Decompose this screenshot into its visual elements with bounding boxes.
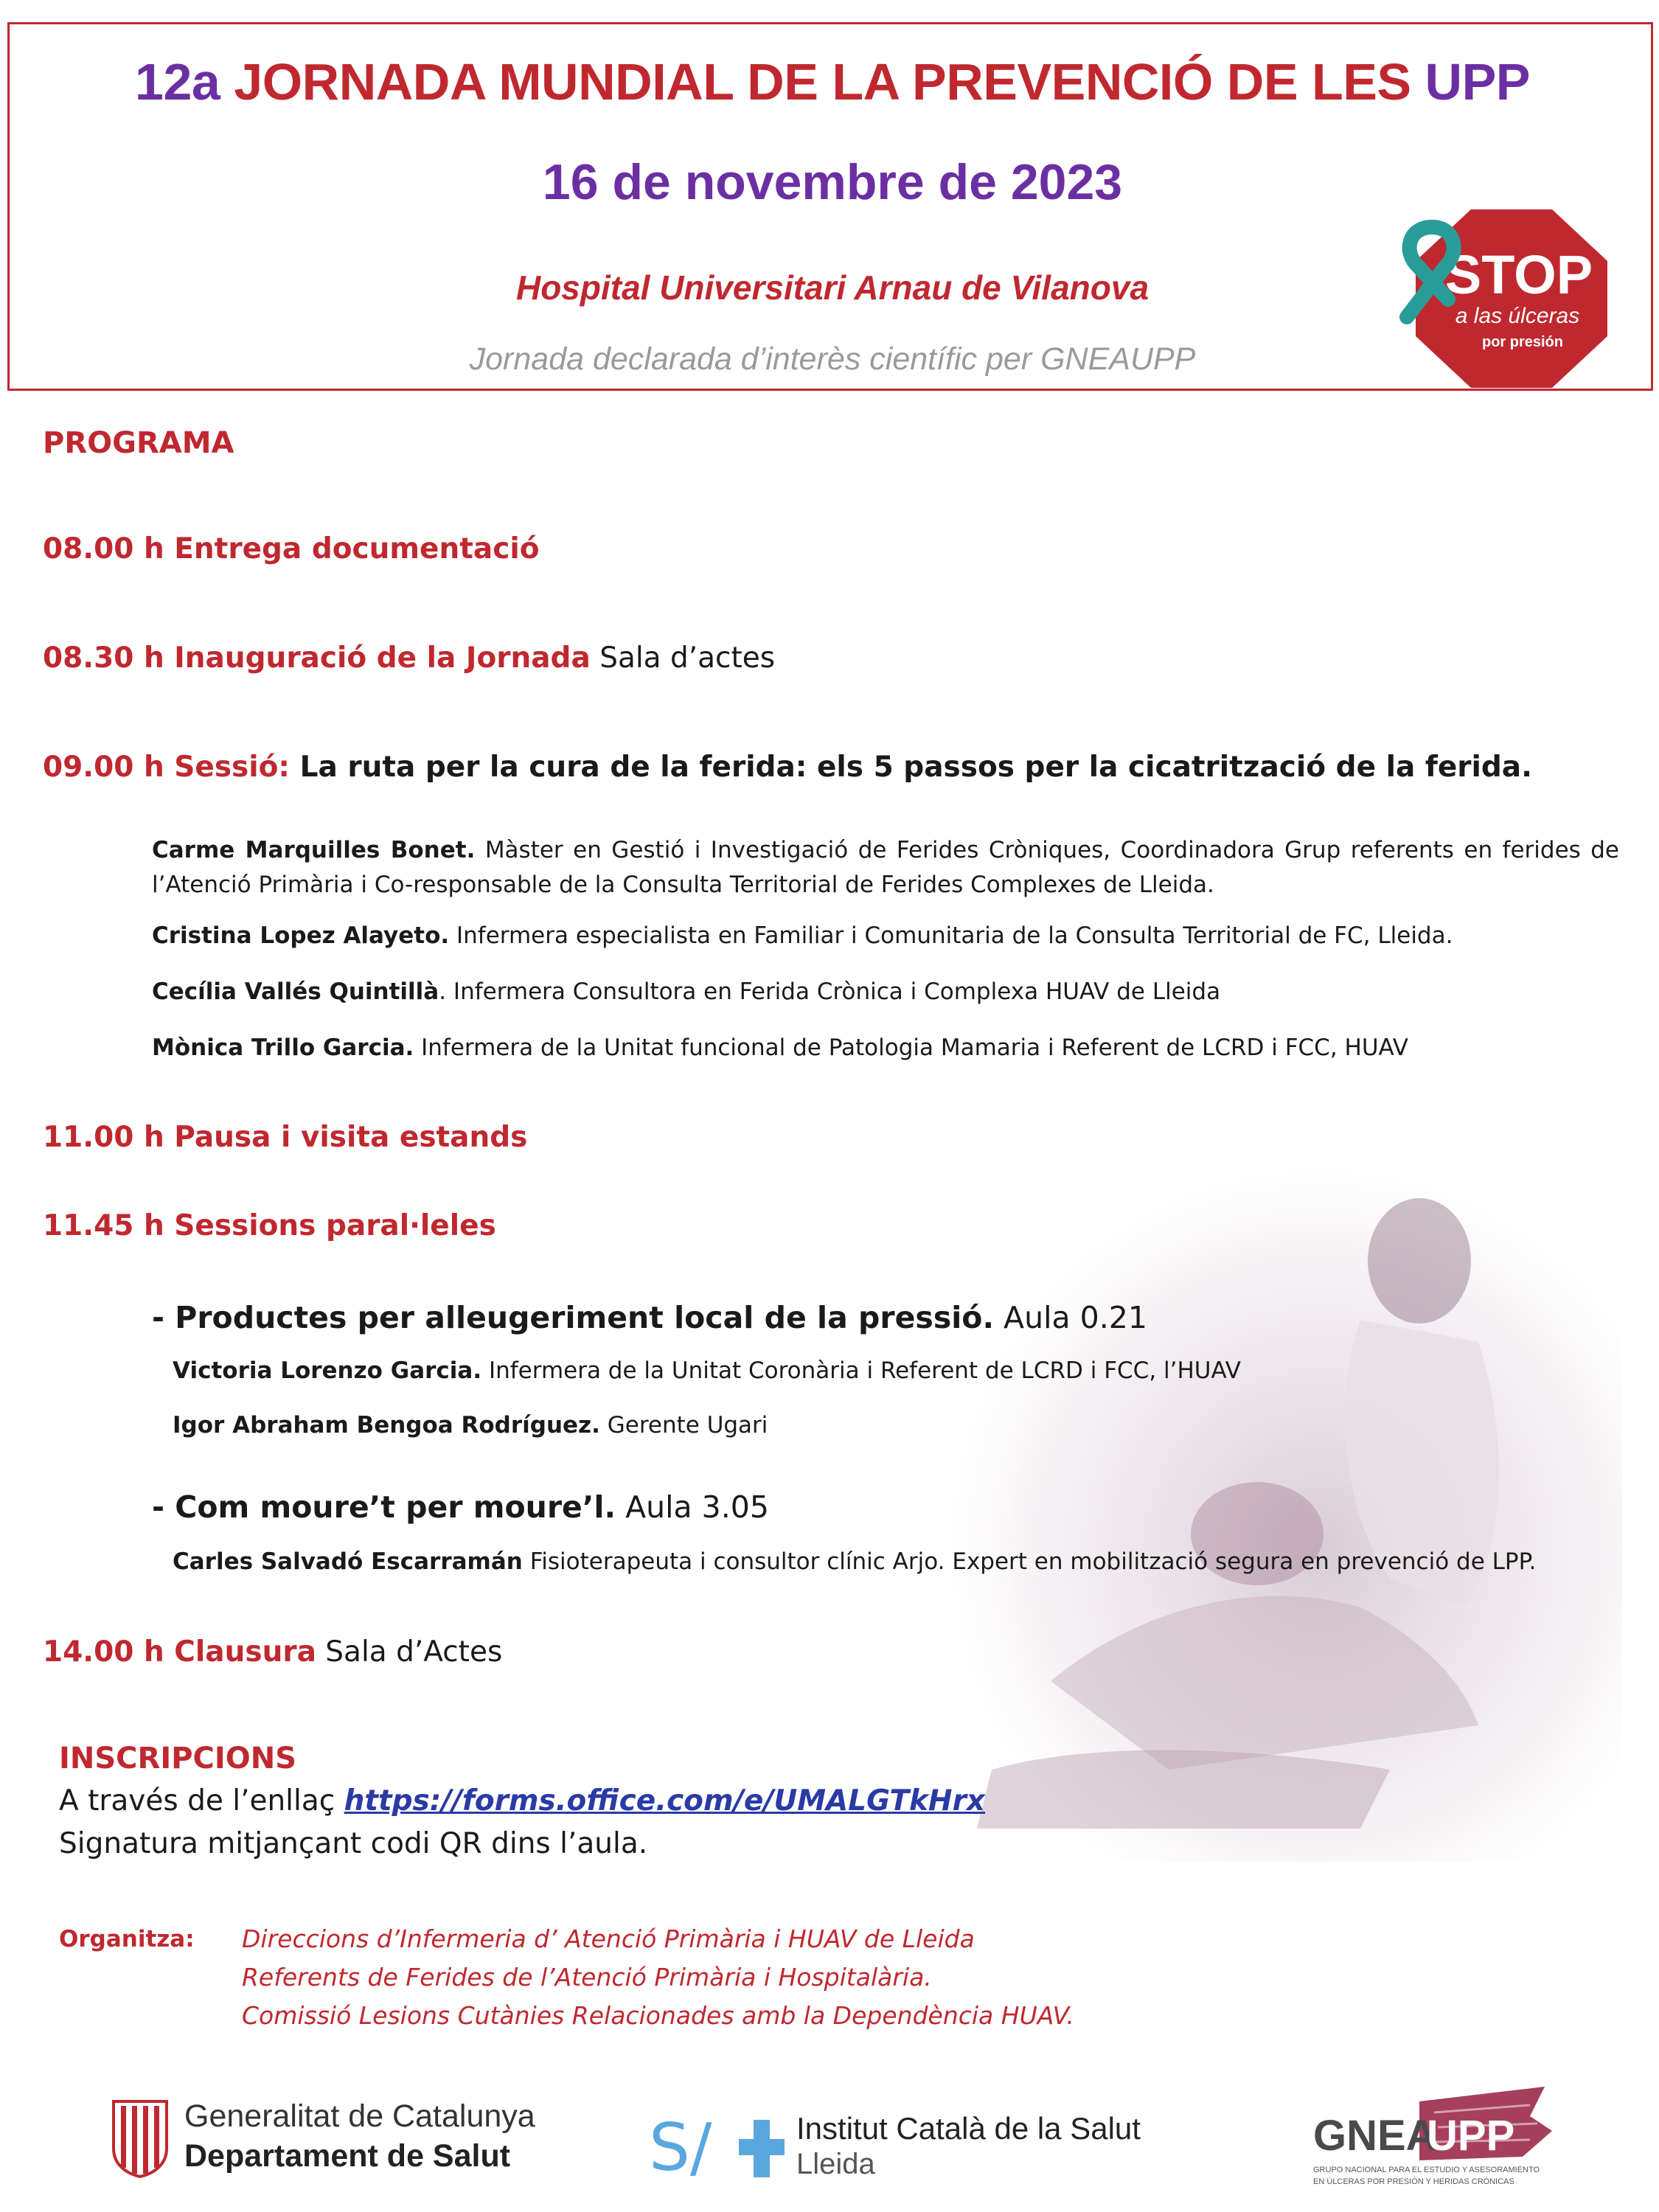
speaker-desc: Infermera de la Unitat funcional de Patologia Mamaria i Referent de LCRD i FCC, HUAV	[414, 1034, 1408, 1061]
speaker-name: Cristina Lopez Alayeto.	[152, 922, 450, 949]
parallel-room: Aula 3.05	[616, 1489, 769, 1525]
program-item-0830	[43, 641, 775, 675]
declaration-text: Jornada declarada d’interès científic per GNEAUPP	[469, 341, 1196, 377]
program-item-1100	[43, 1121, 527, 1154]
link-prefix: A través de l’enllaç	[59, 1784, 344, 1818]
gneaupp-logo	[1309, 2087, 1552, 2197]
parallel-session-1	[152, 1300, 1147, 1335]
nurse-patient-photo	[947, 1165, 1622, 1862]
speaker-desc: Infermera de la Unitat Coronària i Referent de LCRD i FCC, l’HUAV	[481, 1357, 1241, 1384]
parallel-title: - Com moure’t per moure’l.	[152, 1489, 616, 1525]
inscripcions-link-line	[59, 1784, 985, 1818]
speaker-cecilia	[152, 975, 1220, 1009]
speaker-igor	[173, 1408, 768, 1443]
title-main: JORNADA MUNDIAL DE LA PREVENCIÓ DE LES	[220, 53, 1425, 111]
stop-line2: por presión	[1481, 334, 1564, 350]
registration-link[interactable]: https://forms.office.com/e/UMALGTkHrx	[344, 1784, 985, 1818]
item-time: 08.00 h Entrega documentació	[43, 532, 540, 566]
speaker-carles	[173, 1545, 1536, 1579]
program-item-0900	[43, 751, 1532, 784]
item-time: 09.00 h Sessió:	[43, 751, 291, 784]
organitza-line-2: Referents de Ferides de l’Atenció Primària i Hospitalària.	[242, 1963, 932, 1992]
item-time: 08.30 h Inauguració de la Jornada	[43, 641, 591, 675]
date-day: 16	[542, 154, 599, 210]
organitza-line-3: Comissió Lesions Cutànies Relacionades amb la Dependència HUAV.	[242, 2001, 1074, 2030]
speaker-desc: Fisioterapeuta i consultor clínic Arjo. Expert en mobilització segura en prevenció de LPP.	[522, 1548, 1537, 1575]
program-item-1400	[43, 1635, 502, 1669]
speaker-name: Igor Abraham Bengoa Rodríguez.	[173, 1412, 600, 1439]
senyera-shield-icon	[111, 2097, 170, 2178]
ics-logo	[649, 2105, 1165, 2186]
generalitat-line2: Departament de Salut	[184, 2138, 511, 2174]
hospital-name: Hospital Universitari Arnau de Vilanova	[515, 268, 1150, 307]
item-time: 11.00 h Pausa i visita estands	[43, 1121, 528, 1154]
speaker-victoria	[173, 1354, 1241, 1388]
program-item-0800	[43, 532, 540, 566]
speaker-name: Carme Marquilles Bonet.	[152, 837, 476, 863]
speaker-desc: Infermera especialista en Familiar i Comunitaria de la Consulta Territorial de FC, Lleida.	[449, 922, 1453, 949]
item-room: Sala d’actes	[590, 641, 776, 675]
session-title: La ruta per la cura de la ferida: els 5 passos per la cicatrització de la ferida.	[290, 751, 1532, 784]
speaker-desc: Màster en Gestió i Investigació de Ferides Cròniques, Coordinadora Grup referents en ferides de l’Atenció Primària i Co-responsable de la Consulta Territorial de Ferides Complexes de Lleida.	[152, 837, 1619, 898]
inscripcions-qr-line: Signatura mitjançant codi QR dins l’aula.	[59, 1827, 648, 1860]
stop-ulcers-badge	[1386, 206, 1630, 391]
organitza-line-1: Direccions d’Infermeria d’ Atenció Primària i HUAV de Lleida	[242, 1924, 975, 1953]
item-room: Sala d’Actes	[316, 1635, 503, 1669]
speaker-name: Victoria Lorenzo Garcia.	[173, 1357, 482, 1384]
parallel-title: - Productes per alleugeriment local de la pressió.	[152, 1300, 995, 1335]
gneaupp-tagline1: GRUPO NACIONAL PARA EL ESTUDIO Y ASESORAMIENTO	[1313, 2166, 1540, 2174]
speaker-name: Carles Salvadó Escarramán	[173, 1548, 523, 1575]
parallel-session-2	[152, 1489, 769, 1525]
inscripcions-heading: INSCRIPCIONS	[59, 1742, 297, 1775]
gneaupp-right: UPP	[1427, 2112, 1515, 2160]
item-time: 14.00 h Clausura	[43, 1635, 316, 1669]
gneaupp-tagline2: EN ÚLCERAS POR PRESIÓN Y HERIDAS CRÓNICAS	[1313, 2177, 1514, 2186]
speaker-name: Mònica Trillo Garcia.	[152, 1034, 414, 1061]
speaker-desc: . Infermera Consultora en Ferida Crònica i Complexa HUAV de Lleida	[439, 978, 1221, 1005]
programa-heading: PROGRAMA	[43, 426, 234, 460]
speaker-desc: Gerente Ugari	[599, 1412, 768, 1439]
speaker-carme	[152, 833, 1619, 902]
generalitat-logo	[111, 2094, 568, 2183]
ics-line2: Lleida	[796, 2148, 875, 2180]
stop-word: STOP	[1444, 244, 1593, 305]
ics-line1: Institut Català de la Salut	[796, 2111, 1141, 2146]
program-item-1145	[43, 1209, 496, 1242]
organitza-label: Organitza:	[59, 1926, 195, 1952]
ics-cross-icon	[736, 2115, 787, 2182]
generalitat-line1: Generalitat de Catalunya	[184, 2098, 535, 2134]
parallel-room: Aula 0.21	[994, 1300, 1147, 1335]
title-edition: 12a	[135, 53, 220, 111]
gneaupp-left: GNEA	[1313, 2112, 1437, 2160]
stop-line1: a las úlceras	[1455, 304, 1580, 328]
title-upp: UPP	[1425, 53, 1530, 111]
ics-mark: S/	[649, 2110, 712, 2185]
speaker-name: Cecília Vallés Quintillà	[152, 978, 439, 1005]
event-date	[10, 153, 1655, 211]
date-rest: de novembre de 2023	[598, 154, 1123, 210]
speaker-monica	[152, 1031, 1408, 1065]
event-title	[10, 52, 1655, 111]
item-time: 11.45 h Sessions paral·leles	[43, 1209, 496, 1242]
speaker-cristina	[152, 919, 1453, 953]
